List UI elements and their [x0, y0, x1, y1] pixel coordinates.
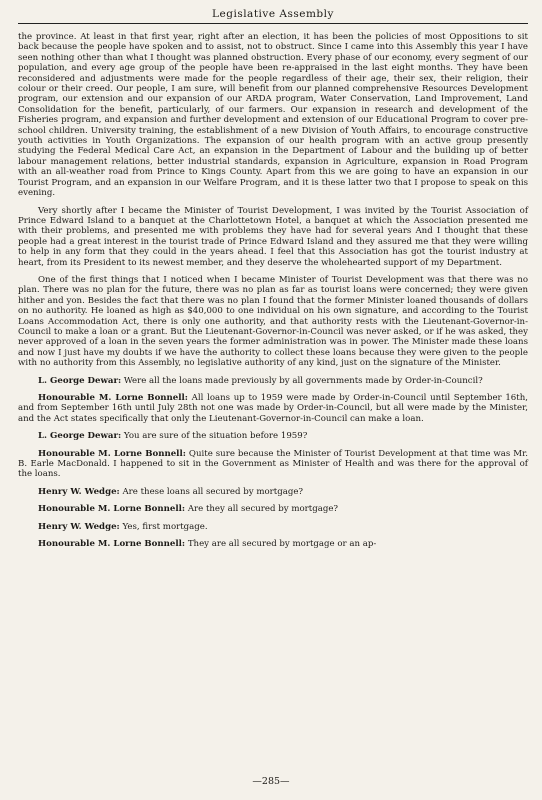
speech-exchange: [18, 522, 528, 532]
speech-exchange: [18, 487, 528, 497]
speech-exchange: [18, 504, 528, 514]
speaker-name: Honourable M. Lorne Bonnell:: [38, 448, 186, 459]
speech-text: Are they all secured by mortgage?: [187, 504, 339, 515]
speech-exchange: [18, 539, 528, 549]
speech-text: You are sure of the situation before 1959?: [123, 431, 308, 442]
running-header: Legislative Assembly: [18, 8, 528, 24]
speech-text: Yes, first mortgage.: [122, 521, 208, 532]
body-paragraph: One of the first things that I noticed when I became Minister of Tourist Development was that there was no plan. There was no plan for the future, there was no plan as far as tourist loans were concerned; they were given hither and yon. Besides the fact that there was no plan I found that the former Minister loaned thousands of dollars on no authority. He loaned as high as $40,000 to one individual on his own signature, and according to the Tourist Loans Accommodation Act, there is only one authority, and that authority rests with the Lieutenant-Governor-in-Council to make a loan or a grant. But the Lieutenant-Governor-in-Council was never asked, or if he was asked, they never approved of a loan in the seven years the former administration was in power. The Minister made these loans and now I just have my doubts if we have the authority to collect these loans because they were given to the people with no authority from this Assembly, no legislative authority of any kind, just on the signature of the Minister.: [18, 274, 528, 369]
speech-exchange: [18, 393, 528, 424]
speaker-name: Henry W. Wedge:: [38, 486, 120, 497]
speech-exchange: [18, 449, 528, 480]
speech-exchange: [18, 376, 528, 386]
speaker-name: Honourable M. Lorne Bonnell:: [38, 504, 186, 515]
speech-text: Were all the loans made previously by all governments made by Order-in-Council?: [123, 375, 483, 386]
speaker-name: Henry W. Wedge:: [38, 521, 120, 532]
speaker-name: L. George Dewar:: [38, 375, 122, 386]
speaker-name: L. George Dewar:: [38, 431, 122, 442]
body-paragraph: the province. At least in that first year, right after an election, it has been the policies of most Oppositions to sit back because the people have spoken and to assist, not to obstruct. Since I came into this Assembly this year I have seen nothing other than what I thought was planned obstruction. Every phase of our economy, every segment of our population, and every age group of the people have been re-appraised in the last eight months. They have been reconsidered and adjustments were made for the people regardless of their age, their sex, their religion, their colour or their creed. Our people, I am sure, will benefit from our planned comprehensive Resources Development program, our extension and our expansion of our ARDA program, Water Conservation, Land Improvement, Land Consolidation for the benefit, particularly, of our farmers. Our expansion in research and development of the Fisheries program, and expansion and further development and extension of our Educational Program to cover pre-school children. University training, the establishment of a new Division of Youth Affairs, to encourage constructive youth activities in Youth Organizations. The expansion of our health program with an active group presently studying the Federal Medical Care Act, an expansion in the Department of Labour and the building up of better labour management relations, better industrial standards, expansion in Agriculture, expansion in Road Program with an all-weather road from Prince to Kings County. Apart from this we are going to have an expansion in our Tourist Program, and an expansion in our Welfare Program, and it is these latter two that I propose to speak on this evening.: [18, 32, 528, 199]
speaker-name: Honourable M. Lorne Bonnell:: [38, 393, 188, 403]
page-body: [18, 32, 528, 556]
page-number: —285—: [252, 776, 290, 787]
speech-text: Quite sure because the Minister of Tourist Development at that time was Mr. B. Earle MacDonald. I happened to sit in the Government as Minister of Health and was there for the approval of the loans.: [18, 448, 529, 480]
body-paragraph: Very shortly after I became the Minister of Tourist Development, I was invited by the Tourist Association of Prince Edward Island to a banquet at the Charlottetown Hotel, a banquet at which the Association presented me with their problems, and presented me with problems they have had for several years And I thought that these people had a great interest in the tourist trade of Prince Edward Island and they assured me that they were willing to help in any form that they could in the years ahead. I feel that this Association has got the tourist industry at heart, from its President to its newest member, and they deserve the wholehearted support of my Department.: [18, 205, 528, 268]
speech-text: All loans up to 1959 were made by Order-in-Council until September 16th, and from September 16th until July 28th not one was made by Order-in-Council, but all were made by the Minister, and the Act states specifically that only the Lieutenant-Governor-in-Council can make a loan.: [18, 393, 528, 424]
speech-text: Are these loans all secured by mortgage?: [122, 486, 304, 497]
speaker-name: Honourable M. Lorne Bonnell:: [38, 539, 186, 550]
speech-exchange: [18, 431, 528, 441]
speech-text: They are all secured by mortgage or an ap-: [187, 539, 377, 550]
